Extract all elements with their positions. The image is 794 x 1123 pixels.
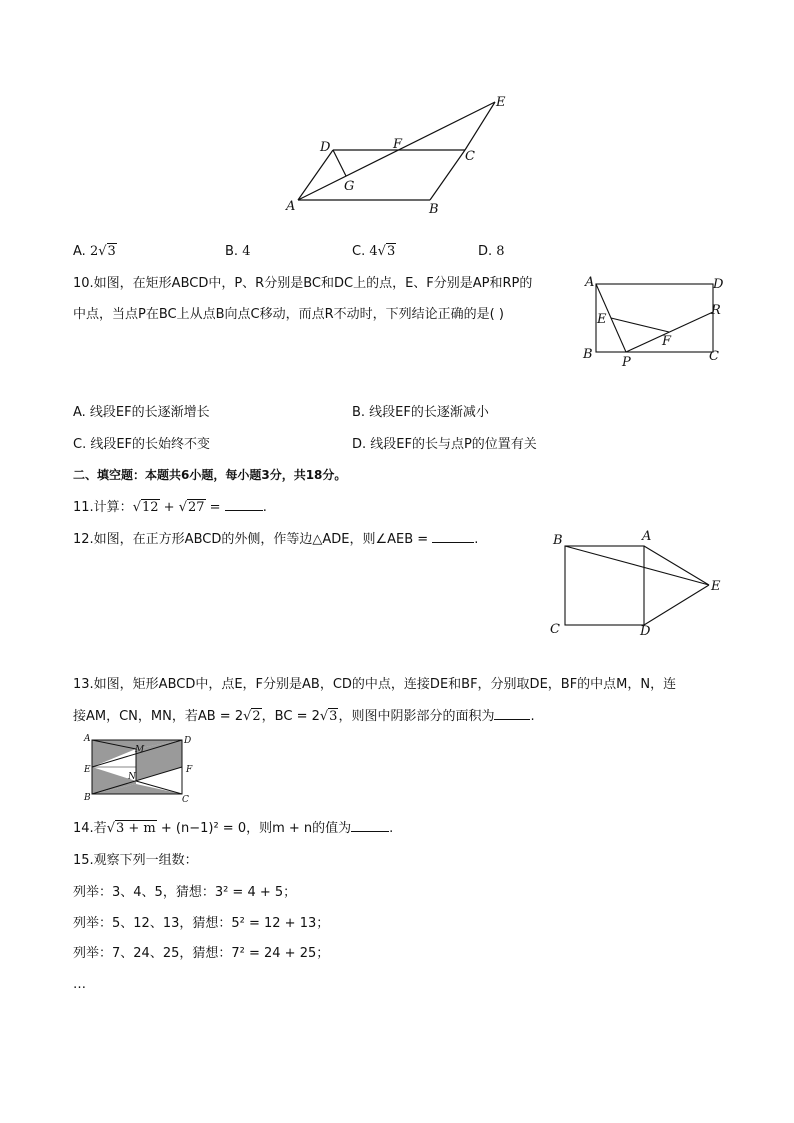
q10-option-c[interactable]: C. 线段EF的长始终不变 <box>73 437 211 452</box>
q15-ellipsis: … <box>73 977 86 992</box>
q13-line2: 接AM，CN，MN，若AB = 2√2，BC = 2√3，则图中阴影部分的面积为 . <box>73 709 535 724</box>
q12-text: 12.如图，在正方形ABCD的外侧，作等边△ADE，则∠AEB = <box>73 532 433 547</box>
label-P: P <box>622 355 631 370</box>
option-value: 8 <box>496 244 505 259</box>
label-N: N <box>128 772 136 782</box>
q11: 11.计算：√12 + √27 = . <box>73 500 267 515</box>
label-C: C <box>550 622 560 637</box>
section-heading: 二、填空题：本题共6小题，每小题3分，共18分。 <box>73 468 347 482</box>
q14: 14.若√3 + m + (n−1)² = 0，则m + n的值为 . <box>73 821 394 836</box>
label-B: B <box>429 202 439 217</box>
option-prefix: A. <box>73 244 86 259</box>
q11-prefix: 11.计算： <box>73 500 133 515</box>
answer-blank[interactable] <box>225 498 263 511</box>
q11-radicand-1: 12 <box>141 500 159 515</box>
q11-eq: = <box>205 500 225 515</box>
label-G: G <box>344 179 355 194</box>
q13-radicand-2: 3 <box>329 709 338 724</box>
q15-row-2: 列举：5、12、13，猜想：5² = 12 + 13； <box>73 916 330 931</box>
q14-prefix: 14.若 <box>73 821 107 836</box>
q15-row-1: 列举：3、4、5，猜想：3² = 4 + 5； <box>73 885 297 900</box>
q13-text-a: 接AM，CN，MN，若AB = 2 <box>73 709 244 724</box>
q10-option-d[interactable]: D. 线段EF的长与点P的位置有关 <box>352 437 537 452</box>
q9-option-b[interactable] <box>225 243 250 261</box>
label-A: A <box>585 275 595 290</box>
q14-radicand: 3 + m <box>115 821 156 836</box>
q15-intro: 15.观察下列一组数： <box>73 853 198 868</box>
q12 <box>73 530 478 549</box>
label-F: F <box>186 765 193 775</box>
option-value: 4 <box>242 244 251 259</box>
q11-plus: + <box>159 500 179 515</box>
q13-end: . <box>530 709 535 724</box>
option-prefix: D. <box>478 244 493 259</box>
q13-text-b: ，BC = 2 <box>261 709 320 724</box>
q9-option-a[interactable]: A. 2√3 <box>73 244 116 259</box>
q10-option-b[interactable]: B. 线段EF的长逐渐减小 <box>352 405 489 420</box>
label-D: D <box>640 624 651 639</box>
option-prefix: C. <box>352 244 366 259</box>
q12-end: . <box>474 532 479 547</box>
answer-blank[interactable] <box>432 530 474 543</box>
q10-line1: 10.如图，在矩形ABCD中，P、R分别是BC和DC上的点，E、F分别是AP和RP的 <box>73 276 533 291</box>
label-E: E <box>84 765 91 775</box>
label-E: E <box>496 95 506 110</box>
figure-q10-rectangle <box>580 272 725 372</box>
label-F: F <box>393 137 403 152</box>
q11-end: . <box>262 500 267 515</box>
q11-radicand-2: 27 <box>188 500 205 515</box>
label-M: M <box>135 745 145 755</box>
label-B: B <box>84 793 91 803</box>
q10-line2: 中点，当点P在BC上从点B向点C移动，而点R不动时，下列结论正确的是( ) <box>73 307 504 322</box>
option-coef: 2 <box>89 244 99 259</box>
label-F: F <box>662 334 672 349</box>
q13-line1: 13.如图，矩形ABCD中，点E，F分别是AB，CD的中点，连接DE和BF，分别取DE，BF的中点M，N，连 <box>73 677 677 692</box>
q13-radicand-1: 2 <box>252 709 261 724</box>
label-C: C <box>709 349 719 364</box>
q14-text: + (n−1)² = 0，则m + n的值为 <box>156 821 352 836</box>
label-A: A <box>286 199 296 214</box>
q9-option-c[interactable]: C. 4√3 <box>352 244 396 259</box>
label-B: B <box>583 347 593 362</box>
label-C: C <box>182 795 189 804</box>
label-D: D <box>184 736 192 746</box>
label-D: D <box>713 277 724 292</box>
label-A: A <box>84 734 91 744</box>
label-B: B <box>553 533 563 548</box>
label-R: R <box>711 303 721 318</box>
answer-blank[interactable] <box>351 819 389 832</box>
label-E: E <box>711 579 721 594</box>
label-C: C <box>465 149 475 164</box>
label-E: E <box>597 312 607 327</box>
option-prefix: B. <box>225 244 239 259</box>
figure-q9-parallelogram <box>280 90 520 220</box>
q10-option-a[interactable]: A. 线段EF的长逐渐增长 <box>73 405 210 420</box>
label-D: D <box>320 140 331 155</box>
option-radicand: 3 <box>107 244 116 259</box>
q15-row-3: 列举：7、24、25，猜想：7² = 24 + 25； <box>73 946 330 961</box>
q13-text-c: ，则图中阴影部分的面积为 <box>338 709 495 724</box>
q9-option-d[interactable] <box>478 243 505 261</box>
label-A: A <box>642 529 652 544</box>
figure-q12-square-triangle <box>546 528 731 640</box>
option-coef: 4 <box>369 244 378 259</box>
q14-end: . <box>389 821 394 836</box>
option-radicand: 3 <box>386 244 396 259</box>
answer-blank[interactable] <box>494 707 530 720</box>
figure-q13-shaded-rectangle <box>80 732 195 804</box>
